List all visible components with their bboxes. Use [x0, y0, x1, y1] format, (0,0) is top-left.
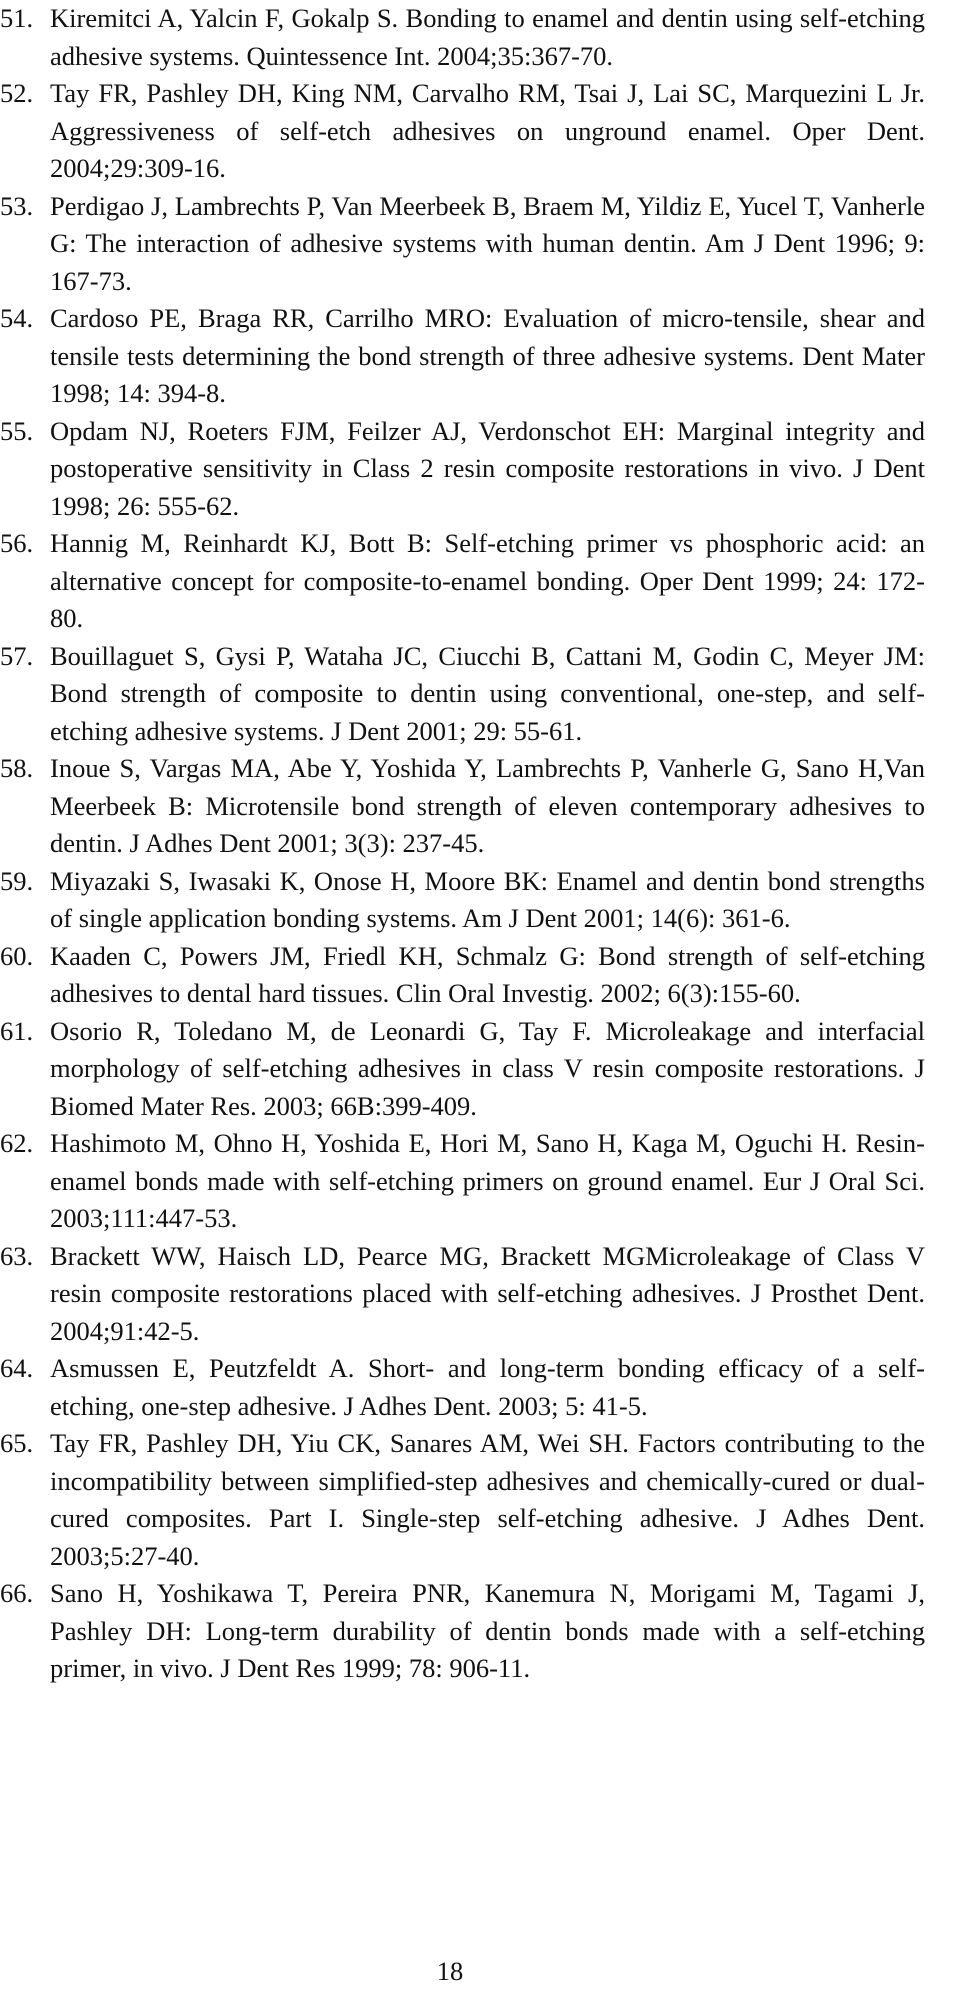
- reference-item: [0, 413, 925, 526]
- reference-text: Osorio R, Toledano M, de Leonardi G, Tay F. Microleakage and interfacial morphology of self-etching adhesives in class V resin composite restorations. J Biomed Mater Res. 2003; 66B:399-409.: [50, 1015, 925, 1121]
- reference-text: Hashimoto M, Ohno H, Yoshida E, Hori M, Sano H, Kaga M, Oguchi H. Resin-enamel bonds made with self-etching primers on ground enamel. Eur J Oral Sci. 2003;111:447-53.: [50, 1128, 925, 1233]
- reference-text: Opdam NJ, Roeters FJM, Feilzer AJ, Verdonschot EH: Marginal integrity and postoperative sensitivity in Class 2 resin composite restorations in vivo. J Dent 1998; 26: 555-62.: [50, 415, 925, 521]
- reference-item: [0, 188, 925, 301]
- reference-item: [0, 638, 925, 751]
- reference-item: [0, 750, 925, 863]
- reference-number: 64.: [0, 1353, 34, 1383]
- reference-item: [0, 525, 925, 638]
- reference-item: [0, 1350, 925, 1425]
- reference-number: 62.: [0, 1128, 34, 1158]
- reference-text: Tay FR, Pashley DH, King NM, Carvalho RM, Tsai J, Lai SC, Marquezini L Jr. Aggressiveness of self-etch adhesives on unground enamel. Oper Dent. 2004;29:309-16.: [50, 78, 925, 183]
- page-number: 18: [436, 1956, 464, 1986]
- reference-number: 54.: [0, 303, 34, 333]
- reference-text: Kaaden C, Powers JM, Friedl KH, Schmalz G: Bond strength of self-etching adhesives to dental hard tissues. Clin Oral Investig. 2002; 6(3):155-60.: [50, 940, 925, 1008]
- reference-text: Bouillaguet S, Gysi P, Wataha JC, Ciucchi B, Cattani M, Godin C, Meyer JM: Bond strength of composite to dentin using conventional, one-step, and self-etching adhesive systems. J Dent 2001; 29: 55-61.: [50, 640, 925, 746]
- reference-item: [0, 863, 925, 938]
- reference-item: [0, 938, 925, 1013]
- reference-item: [0, 300, 925, 413]
- reference-item: [0, 1575, 925, 1688]
- reference-number: 55.: [0, 415, 34, 446]
- reference-item: [0, 75, 925, 188]
- reference-text: Brackett WW, Haisch LD, Pearce MG, Brackett MGMicroleakage of Class V resin composite restorations placed with self-etching adhesives. J Prosthet Dent. 2004;91:42-5.: [50, 1240, 925, 1346]
- reference-number: 63.: [0, 1240, 34, 1271]
- reference-item: [0, 1425, 925, 1575]
- reference-number: 59.: [0, 865, 34, 896]
- reference-number: 60.: [0, 940, 34, 971]
- reference-text: Hannig M, Reinhardt KJ, Bott B: Self-etching primer vs phosphoric acid: an alternative concept for composite-to-enamel bonding. Oper Dent 1999; 24: 172-80.: [50, 528, 925, 633]
- reference-item: [0, 1125, 925, 1238]
- reference-text: Cardoso PE, Braga RR, Carrilho MRO: Evaluation of micro-tensile, shear and tensile tests determining the bond strength of three adhesive systems. Dent Mater 1998; 14: 394-8.: [50, 303, 925, 408]
- reference-item: [0, 1013, 925, 1126]
- reference-number: 56.: [0, 528, 34, 558]
- reference-item: [0, 0, 925, 75]
- reference-text: Inoue S, Vargas MA, Abe Y, Yoshida Y, Lambrechts P, Vanherle G, Sano H,Van Meerbeek B: Microtensile bond strength of eleven contemporary adhesives to dentin. J Adhes Dent 2001; 3(3): 237-45.: [50, 753, 925, 858]
- reference-item: [0, 1238, 925, 1351]
- reference-number: 58.: [0, 753, 34, 783]
- reference-number: 66.: [0, 1578, 34, 1608]
- reference-text: Perdigao J, Lambrechts P, Van Meerbeek B, Braem M, Yildiz E, Yucel T, Vanherle G: The interaction of adhesive systems with human dentin. Am J Dent 1996; 9: 167-73.: [50, 190, 925, 296]
- reference-number: 61.: [0, 1015, 34, 1046]
- reference-number: 53.: [0, 190, 34, 221]
- reference-text: Kiremitci A, Yalcin F, Gokalp S. Bonding to enamel and dentin using self-etching adhesive systems. Quintessence Int. 2004;35:367-70.: [50, 3, 925, 71]
- reference-number: 52.: [0, 78, 34, 108]
- reference-text: Sano H, Yoshikawa T, Pereira PNR, Kanemura N, Morigami M, Tagami J, Pashley DH: Long-term durability of dentin bonds made with a self-etching primer, in vivo. J Dent Res 1999; 78: 906-11.: [50, 1578, 925, 1683]
- reference-number: 51.: [0, 3, 34, 33]
- reference-text: Tay FR, Pashley DH, Yiu CK, Sanares AM, Wei SH. Factors contributing to the incompatibility between simplified-step adhesives and chemically-cured or dual-cured composites. Part I. Single-step self-etching adhesive. J Adhes Dent. 2003;5:27-40.: [50, 1428, 925, 1571]
- reference-number: 65.: [0, 1428, 34, 1458]
- reference-number: 57.: [0, 640, 34, 671]
- reference-text: Miyazaki S, Iwasaki K, Onose H, Moore BK: Enamel and dentin bond strengths of single application bonding systems. Am J Dent 2001; 14(6): 361-6.: [50, 865, 925, 933]
- reference-text: Asmussen E, Peutzfeldt A. Short- and long-term bonding efficacy of a self-etching, one-step adhesive. J Adhes Dent. 2003; 5: 41-5.: [50, 1353, 925, 1421]
